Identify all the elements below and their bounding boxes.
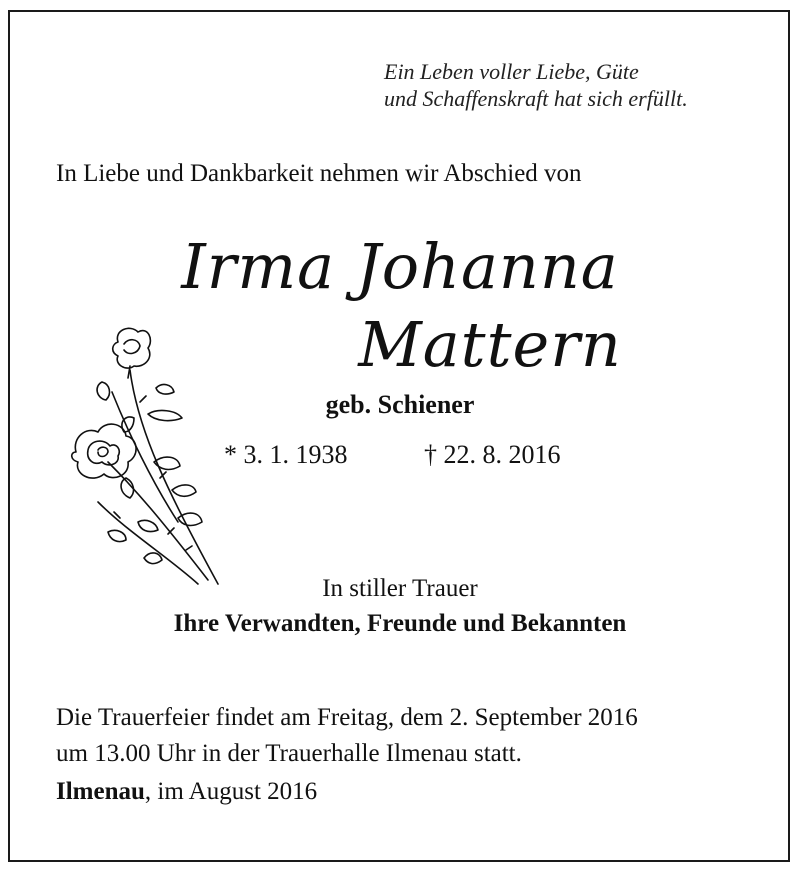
service-line-2: um 13.00 Uhr in der Trauerhalle Ilmenau statt. <box>56 740 522 767</box>
deceased-first-names: Irma Johanna <box>181 230 619 303</box>
place-date <box>56 778 317 806</box>
mourners-names: Ihre Verwandten, Freunde und Bekannten <box>173 610 627 637</box>
birth-date: * 3. 1. 1938 <box>224 440 348 469</box>
service-info <box>56 700 638 772</box>
place-name: Ilmenau <box>56 778 145 805</box>
motto-line-2: und Schaffenskraft hat sich erfüllt. <box>384 86 688 111</box>
motto <box>384 58 764 112</box>
mourning-heading: In stiller Trauer <box>322 575 478 602</box>
deceased-surname: Mattern <box>358 308 622 381</box>
service-line-1: Die Trauerfeier findet am Freitag, dem 2. September 2016 <box>56 704 638 731</box>
motto-line-1: Ein Leben voller Liebe, Güte <box>384 59 639 84</box>
issue-date: , im August 2016 <box>144 778 318 805</box>
death-date: † 22. 8. 2016 <box>424 440 561 469</box>
rose-drawing-icon <box>68 322 228 590</box>
intro-text: In Liebe und Dankbarkeit nehmen wir Abschied von <box>56 160 582 187</box>
birth-name: geb. Schiener <box>325 390 475 419</box>
